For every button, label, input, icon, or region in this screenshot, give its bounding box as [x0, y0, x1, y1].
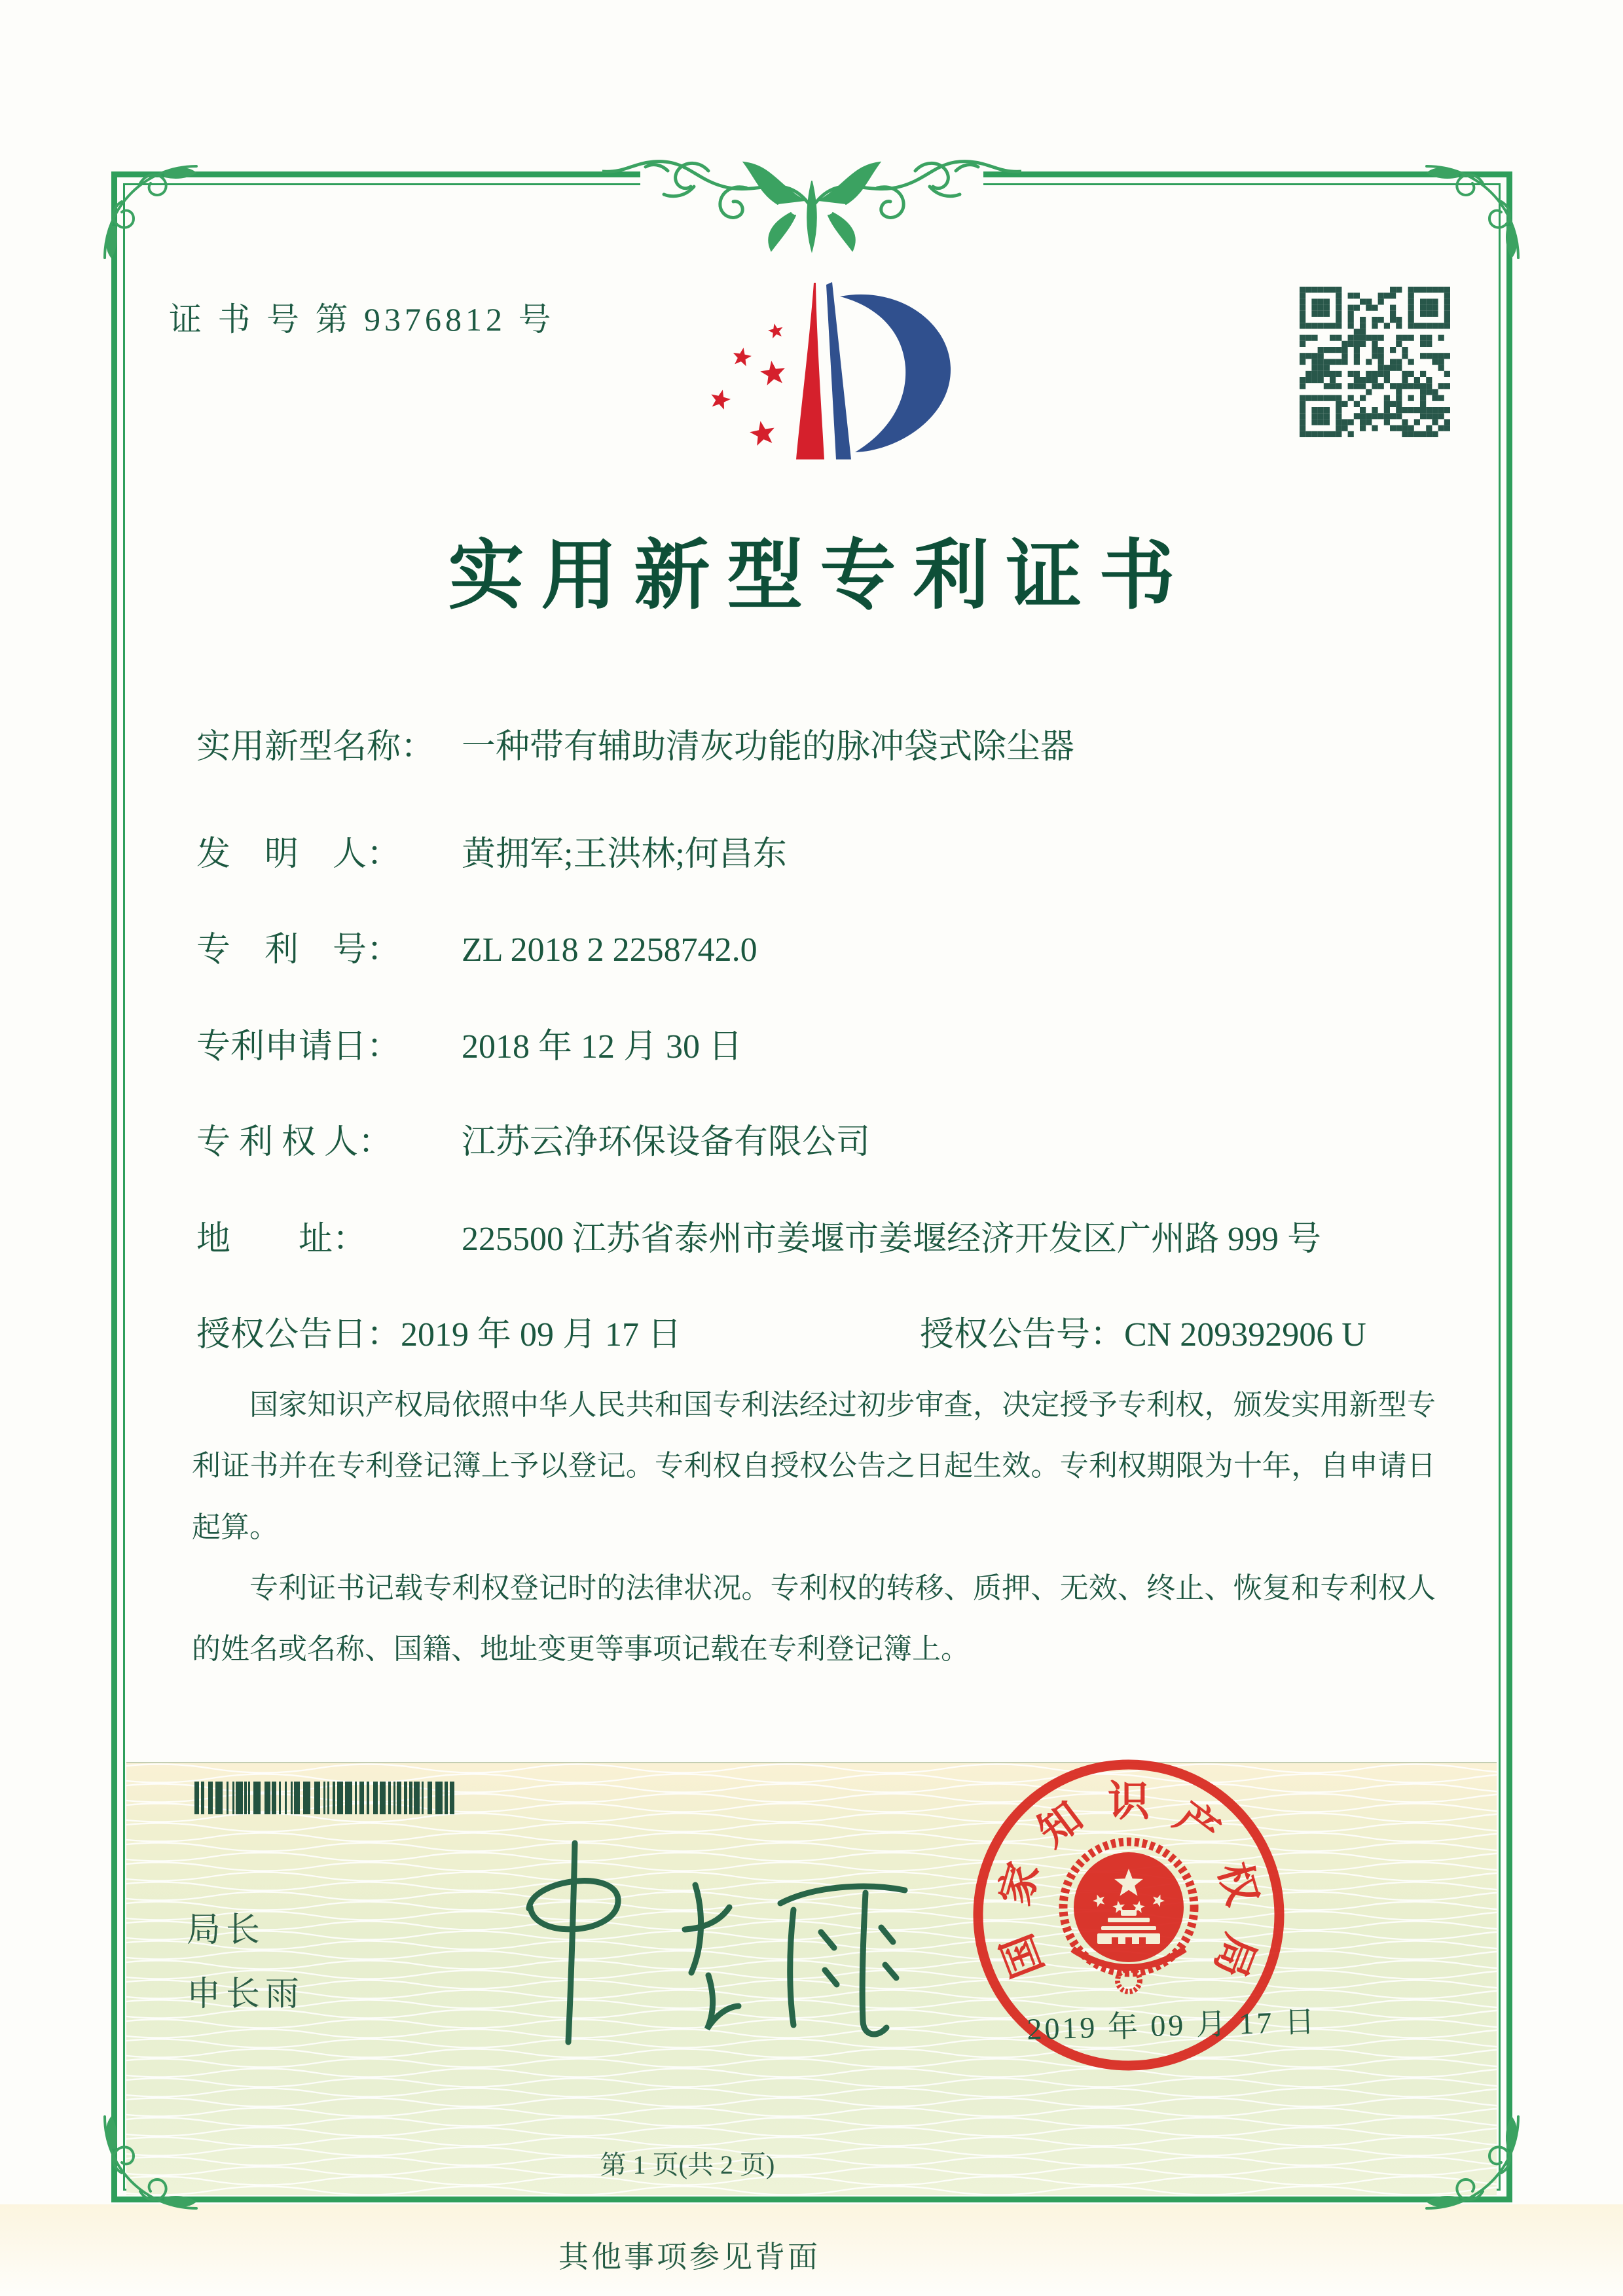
- field-label: 地 址：: [196, 1221, 367, 1258]
- field-value: ZL 2018 2 2258742.0: [462, 931, 757, 969]
- field-grant-row: [196, 1306, 1366, 1355]
- certificate-title: 实用新型专利证书: [448, 535, 1192, 619]
- field-utility-model-name: [196, 719, 1074, 768]
- body-paragraph: 专利证书记载专利权登记时的法律状况。专利权的转移、质押、无效、终止、恢复和专利权人的姓名或名称、国籍、地址变更等事项记载在专利登记簿上。: [192, 1571, 1436, 1666]
- svg-text:识: 识: [1108, 1778, 1150, 1825]
- top-flourish-ornament-icon: [602, 108, 1021, 262]
- field-value: 江苏云净环保设备有限公司: [462, 1124, 871, 1161]
- field-label: 专 利 号：: [196, 931, 401, 969]
- grant-date-label: 授权公告日：: [196, 1316, 401, 1354]
- svg-text:知: 知: [1029, 1793, 1091, 1856]
- grant-number-group: [920, 1306, 1366, 1355]
- director-title-label: 局长: [187, 1912, 266, 1949]
- field-value: 一种带有辅助清灰功能的脉冲袋式除尘器: [462, 728, 1075, 766]
- field-label: 实用新型名称：: [196, 728, 435, 766]
- corner-flourish-icon: [100, 2115, 198, 2214]
- field-value: 225500 江苏省泰州市姜堰市姜堰经济开发区广州路 999 号: [462, 1221, 1322, 1258]
- field-value: 黄拥军;王洪林;何昌东: [462, 836, 787, 873]
- grant-date-value: 2019 年 09 月 17 日: [401, 1316, 682, 1354]
- svg-text:国: 国: [993, 1928, 1052, 1984]
- field-inventors: [196, 826, 787, 875]
- certificate-number: 证 书 号 第 9376812 号: [169, 301, 555, 338]
- cnipa-logo-icon: [681, 259, 956, 465]
- field-label: 专利申请日：: [196, 1028, 401, 1066]
- page-number: 第 1 页(共 2 页): [600, 2150, 775, 2179]
- field-patent-number: [196, 922, 757, 971]
- body-paragraph: 国家知识产权局依照中华人民共和国专利法经过初步审查，决定授予专利权，颁发实用新型专利证书并在专利登记簿上予以登记。专利权自授权公告之日起生效。专利权期限为十年，自申请日起算。: [192, 1389, 1436, 1543]
- field-label: 专 利 权 人：: [196, 1124, 393, 1161]
- qr-code: [1300, 287, 1450, 437]
- grant-number-value: CN 209392906 U: [1124, 1316, 1366, 1354]
- director-name-label: 申长雨: [187, 1976, 305, 2013]
- svg-text:产: 产: [1166, 1793, 1228, 1856]
- seal-date: 2019 年 09 月 17 日: [1026, 2005, 1318, 2046]
- legal-body-text: [192, 1374, 1436, 1679]
- svg-text:权: 权: [1209, 1857, 1266, 1910]
- field-filing-date: [196, 1018, 742, 1067]
- grant-number-label: 授权公告号：: [920, 1316, 1125, 1354]
- corner-flourish-icon: [1425, 161, 1523, 259]
- field-address: [196, 1211, 1321, 1260]
- corner-flourish-icon: [1425, 2115, 1523, 2214]
- barcode: [193, 1782, 463, 1814]
- field-value: 2018 年 12 月 30 日: [462, 1028, 743, 1066]
- director-signature-icon: [498, 1825, 1021, 2060]
- svg-text:家: 家: [991, 1857, 1048, 1910]
- footer-note: 其他事项参见背面: [558, 2240, 820, 2274]
- corner-flourish-icon: [100, 161, 198, 259]
- field-label: 发 明 人：: [196, 836, 401, 873]
- field-patentee: [196, 1114, 870, 1163]
- svg-text:局: 局: [1205, 1928, 1264, 1984]
